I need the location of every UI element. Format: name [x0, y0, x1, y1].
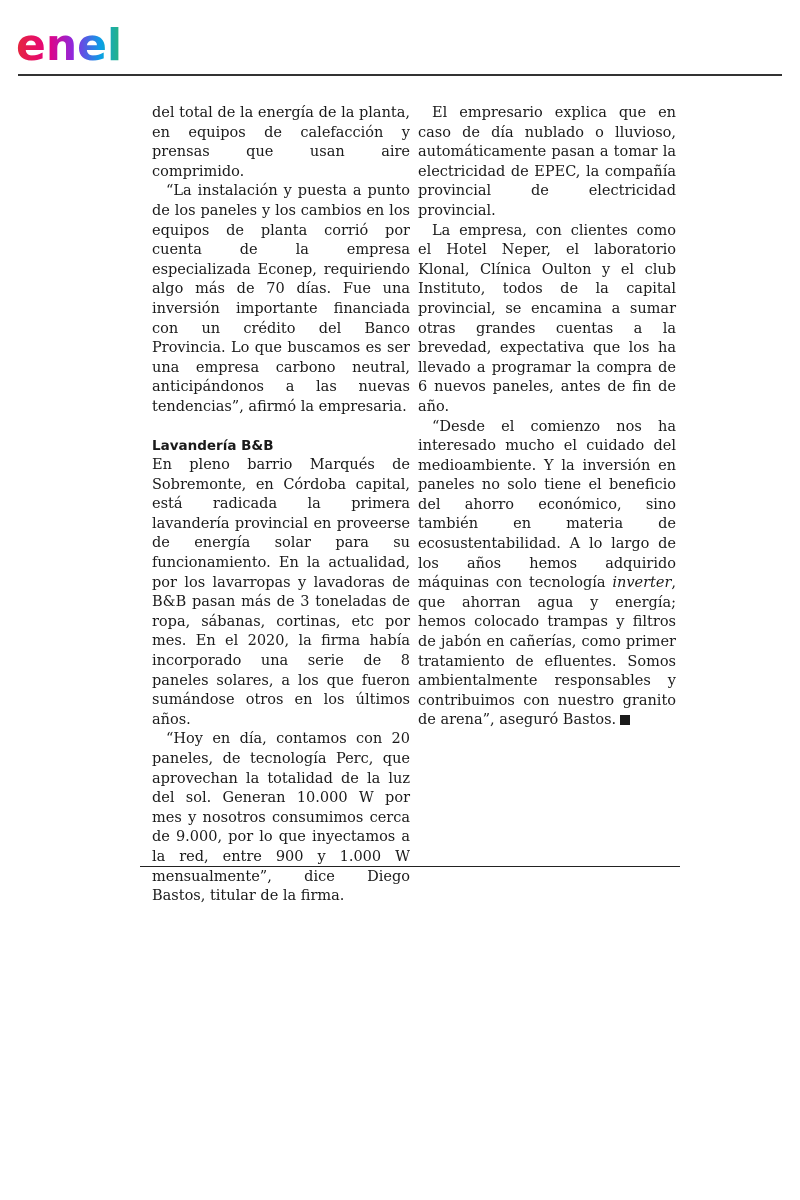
paragraph: del total de la energía de la planta, en equipos de calefacción y prensas que usan aire comprimido. — [152, 105, 410, 180]
paragraph: La empresa, con clientes como el Hotel Neper, el laboratorio Klonal, Clínica Oulton y el club Instituto, todos de la capital provincial, se encamina a sumar otras grandes cuentas a la brevedad, expectativa que los ha llevado a programar la compra de 6 nuevos paneles, antes de fin de año. — [418, 222, 676, 415]
section-subheading: Lavandería B&B — [152, 437, 274, 454]
page-header — [0, 0, 800, 80]
paragraph-text: “Desde el comienzo nos ha interesado mucho el cuidado del medioambiente. Y la inversión en paneles no solo tiene el beneficio del ahorro económico, sino también en materia de ecosustentabilidad. A lo largo de los años hemos adquirido máquinas con tecnología — [418, 418, 676, 592]
paragraph — [418, 418, 676, 732]
footer-divider — [140, 866, 680, 867]
enel-logo — [16, 8, 172, 68]
end-of-article-icon — [620, 715, 630, 725]
paragraph: El empresario explica que en caso de día nublado o lluvioso, automáticamente pasan a tomar la electricidad de EPEC, la compañía provincial de electricidad provincial. — [418, 105, 676, 219]
italic-term: inverter — [612, 575, 672, 592]
logo-wordmark: enel — [16, 20, 123, 68]
article-column-left — [152, 104, 410, 907]
paragraph: En pleno barrio Marqués de Sobremonte, en Córdoba capital, está radicada la primera lavandería provincial en proveerse de energía solar para su funcionamiento. En la actualidad, por los lavarropas y lavadoras de B&B pasan más de 3 toneladas de ropa, sábanas, cortinas, etc por mes. En el 2020, la firma había incorporado una serie de 8 paneles solares, a los que fueron sumándose otros en los últimos años. — [152, 457, 410, 728]
paragraph: “Hoy en día, contamos con 20 paneles, de tecnología Perc, que aprovechan la totalidad de la luz del sol. Generan 10.000 W por mes y nosotros consumimos cerca de 9.000, por lo que inyectamos a la red, entre 900 y 1.000 W mensualmente”, dice Diego Bastos, titular de la firma. — [152, 731, 410, 905]
paragraph: “La instalación y puesta a punto de los paneles y los cambios en los equipos de planta corrió por cuenta de la empresa especializada Econep, requiriendo algo más de 70 días. Fue una inversión importante financiada con un crédito del Banco Provincia. Lo que buscamos es ser una empresa carbono neutral, anticipándonos a las nuevas tendencias”, afirmó la empresaria. — [152, 183, 410, 415]
paragraph-text: , que ahorran agua y energía; hemos colocado trampas y filtros de jabón en cañerías, como primer tratamiento de efluentes. Somos ambientalmente responsables y contribuimos con nuestro granito de arena”, aseguró Bastos. — [418, 575, 677, 729]
article-column-right — [418, 104, 676, 731]
header-divider — [18, 74, 782, 76]
